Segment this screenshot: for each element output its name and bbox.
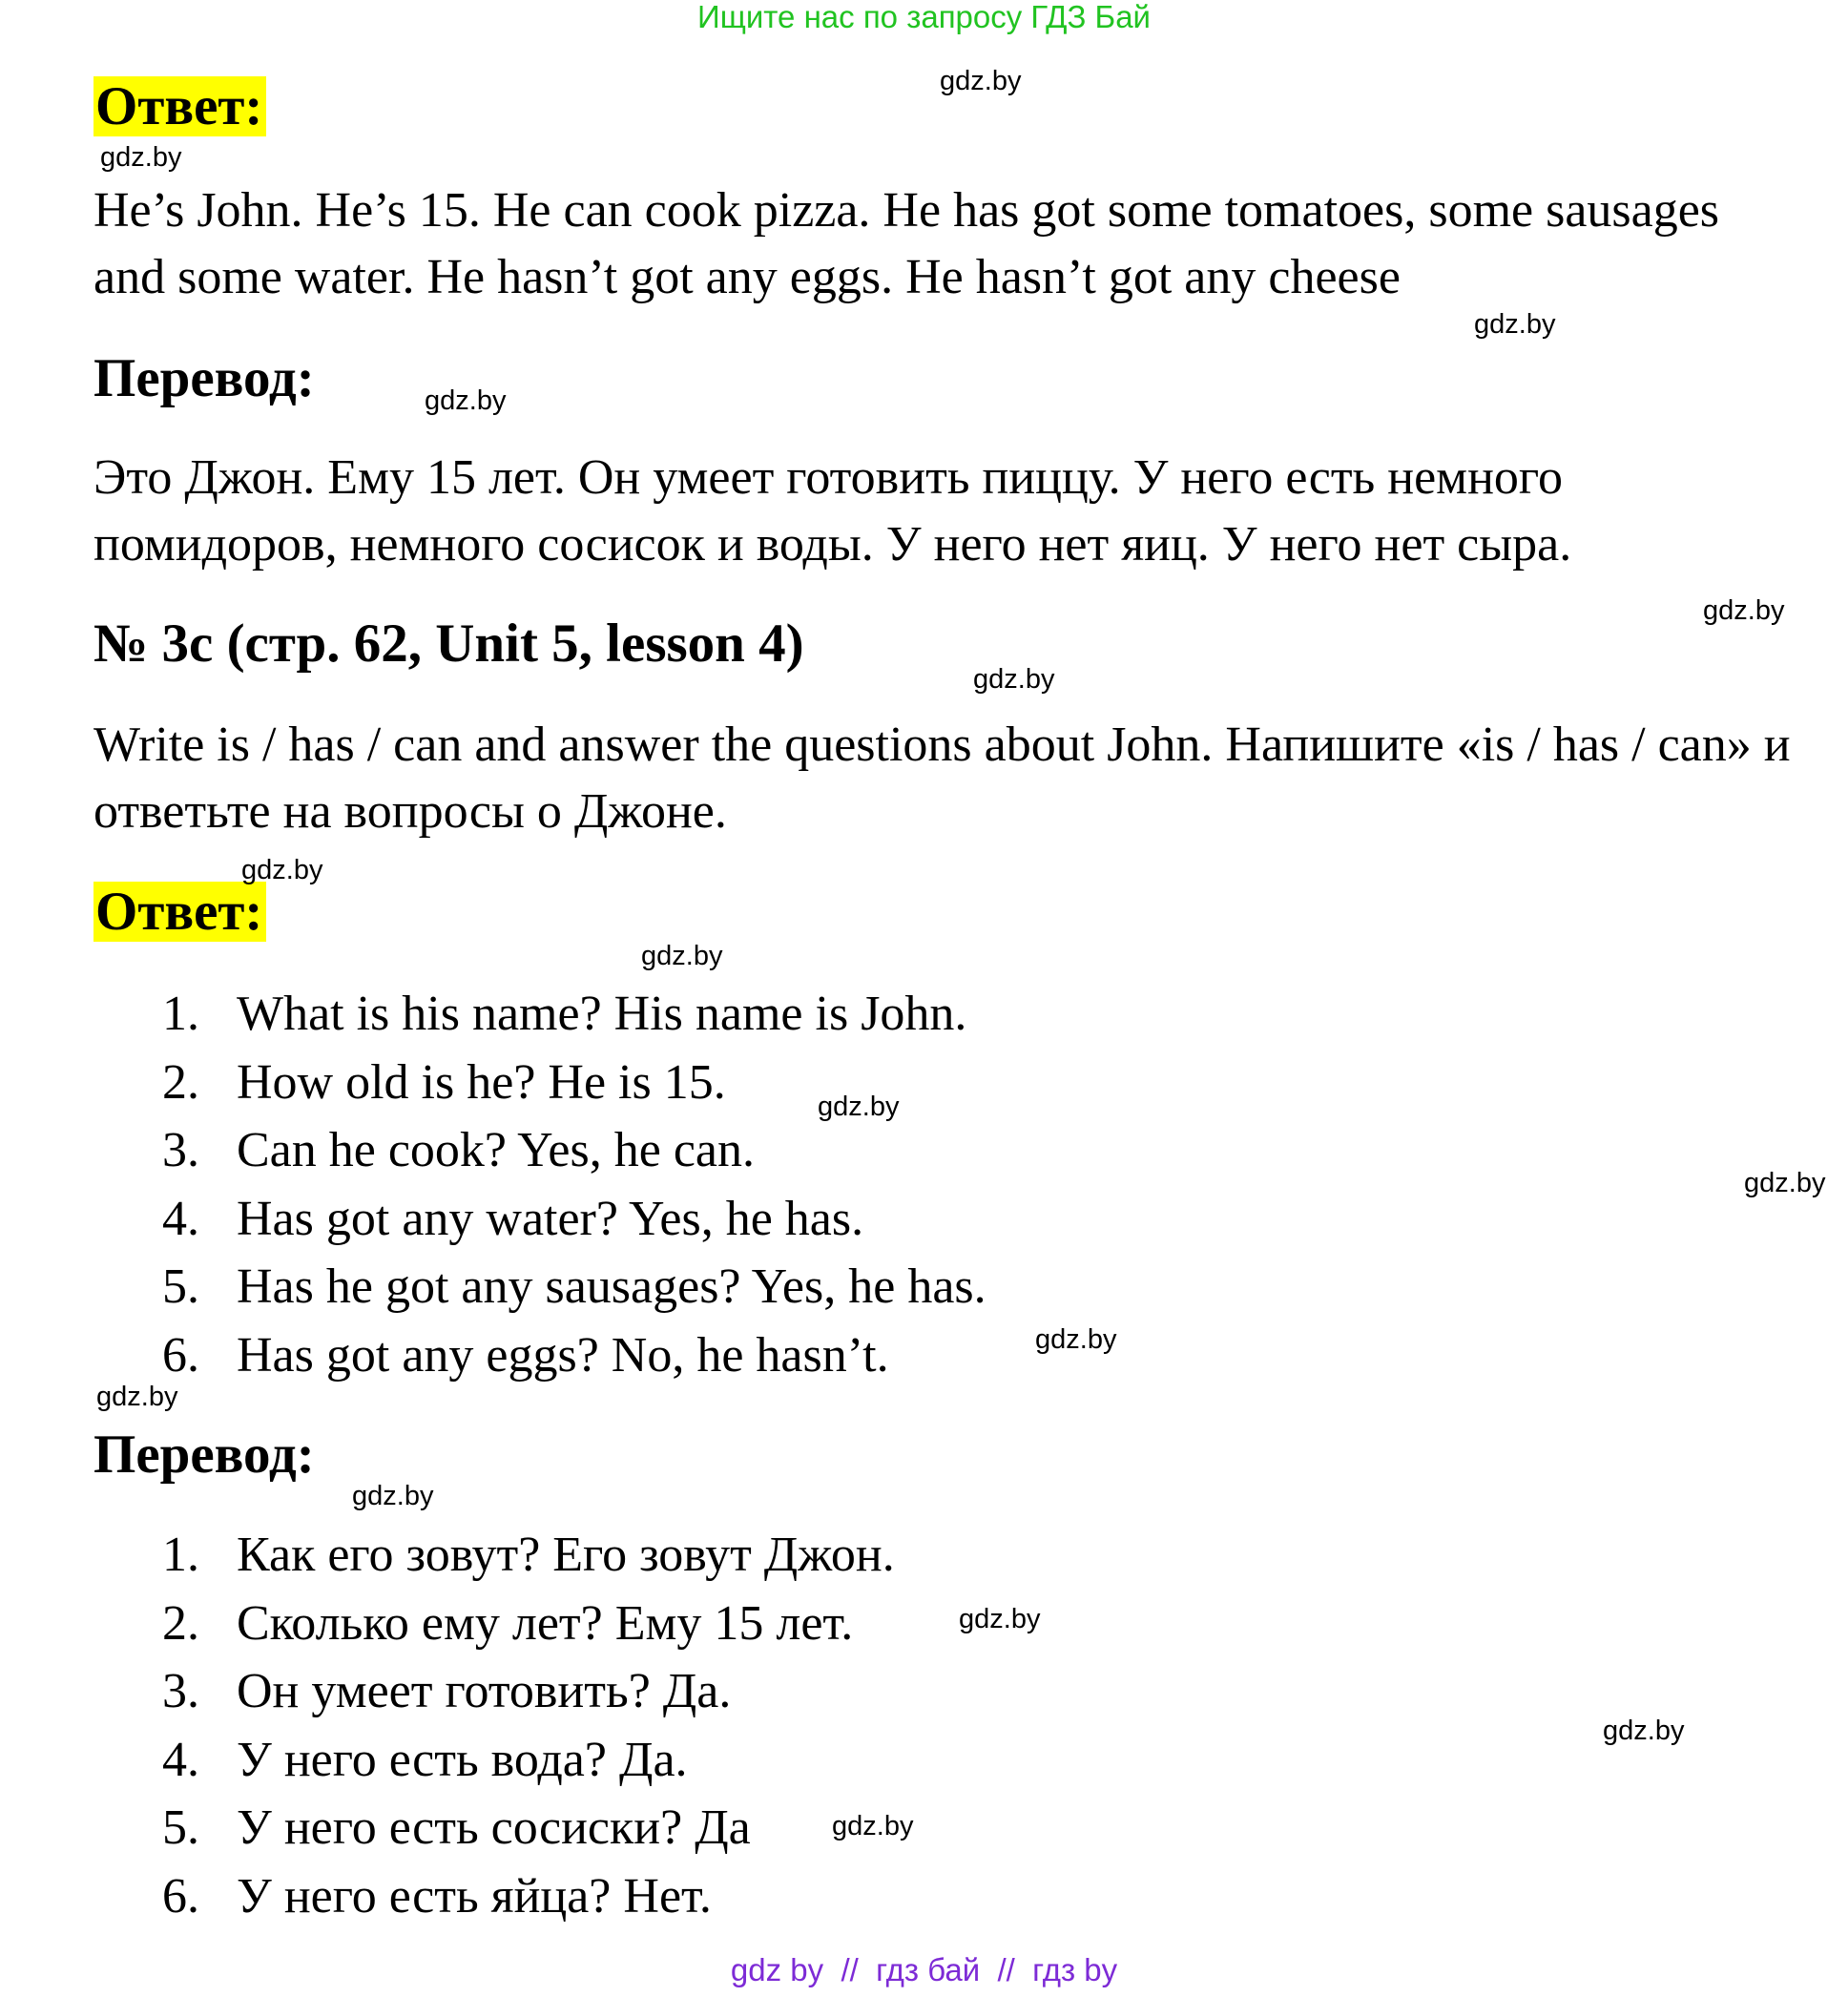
watermark: gdz.by — [1703, 595, 1785, 626]
list-text: У него есть сосиски? Да — [237, 1800, 751, 1855]
list-text: What is his name? His name is John. — [237, 987, 967, 1041]
list-number: 2. — [162, 1054, 199, 1110]
list-item — [162, 980, 986, 1049]
list-item — [162, 1726, 895, 1795]
watermark: gdz.by — [425, 385, 507, 416]
answer-label: Ответ: — [93, 76, 266, 136]
list-text: Can he cook? Yes, he can. — [237, 1123, 755, 1177]
list-item — [162, 1253, 986, 1321]
answer-label: Ответ: — [93, 882, 266, 942]
list-item — [162, 1116, 986, 1185]
list-text: Has got any water? Yes, he has. — [237, 1191, 864, 1246]
list-number: 3. — [162, 1664, 199, 1718]
top-banner[interactable]: Ищите нас по запросу ГДЗ Бай — [697, 0, 1151, 34]
exercise-title: № 3c (стр. 62, Unit 5, lesson 4) — [93, 614, 804, 674]
list-number: 2. — [162, 1595, 199, 1651]
watermark: gdz.by — [1744, 1168, 1826, 1198]
watermark: gdz.by — [1603, 1716, 1685, 1746]
translation-heading-1: Перевод: — [93, 348, 315, 408]
list-number: 4. — [162, 1732, 199, 1787]
watermark: gdz.by — [940, 66, 1022, 96]
watermark: gdz.by — [1035, 1324, 1117, 1355]
list-number: 4. — [162, 1191, 199, 1246]
answers-list — [162, 980, 986, 1389]
watermark: gdz.by — [818, 1092, 900, 1122]
list-item — [162, 1185, 986, 1254]
watermark: gdz.by — [973, 664, 1055, 695]
list-number: 5. — [162, 1259, 199, 1314]
list-text: How old is he? He is 15. — [237, 1054, 726, 1110]
list-item — [162, 1321, 986, 1390]
watermark: gdz.by — [352, 1481, 434, 1511]
list-item — [162, 1590, 895, 1658]
list-item — [162, 1521, 895, 1590]
list-text: Has got any eggs? No, he hasn’t. — [237, 1327, 889, 1383]
list-item — [162, 1657, 895, 1726]
answer-text-1: He’s John. He’s 15. He can cook pizza. He has got some tomatoes, some sausages and some water. He hasn’t got any eggs. He hasn’t got any cheese — [93, 183, 1720, 304]
list-text: Has he got any sausages? Yes, he has. — [237, 1259, 986, 1314]
list-text: Как его зовут? Его зовут Джон. — [237, 1528, 895, 1582]
answer-heading-1 — [93, 76, 266, 137]
list-number: 6. — [162, 1327, 199, 1383]
list-number: 1. — [162, 987, 199, 1041]
list-text: Сколько ему лет? Ему 15 лет. — [237, 1595, 854, 1651]
list-text: Он умеет готовить? Да. — [237, 1664, 732, 1718]
answer-heading-2 — [93, 882, 266, 943]
translation-heading-2: Перевод: — [93, 1425, 315, 1485]
list-text: У него есть яйца? Нет. — [237, 1868, 712, 1924]
translations-list — [162, 1521, 895, 1930]
watermark: gdz.by — [641, 941, 723, 971]
list-number: 5. — [162, 1800, 199, 1855]
footer-links[interactable]: gdz by // гдз бай // гдз by — [730, 1952, 1118, 1987]
exercise-task: Write is / has / can and answer the questions about John. Напишите «is / has / can» и ответьте на вопросы о Джоне. — [93, 718, 1791, 839]
list-number: 3. — [162, 1123, 199, 1177]
translation-text-1: Это Джон. Ему 15 лет. Он умеет готовить пиццу. У него есть немного помидоров, немного сосисок и воды. У него нет яиц. У него нет сыра. — [93, 450, 1572, 572]
watermark: gdz.by — [96, 1382, 178, 1412]
list-number: 1. — [162, 1528, 199, 1582]
list-item — [162, 1862, 895, 1931]
list-number: 6. — [162, 1868, 199, 1924]
list-text: У него есть вода? Да. — [237, 1732, 688, 1787]
watermark: gdz.by — [832, 1811, 914, 1841]
watermark: gdz.by — [1474, 309, 1556, 340]
list-item — [162, 1794, 895, 1862]
watermark: gdz.by — [241, 855, 323, 885]
watermark: gdz.by — [100, 142, 182, 173]
watermark: gdz.by — [959, 1604, 1041, 1634]
